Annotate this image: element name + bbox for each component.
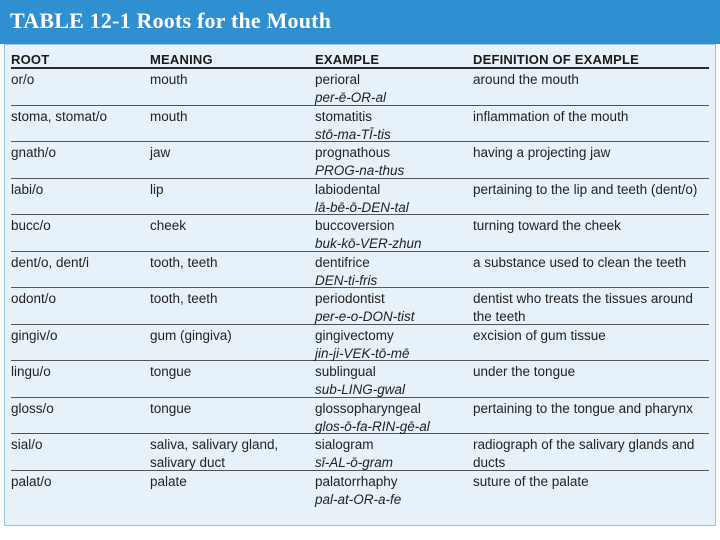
meaning-cell: tooth, teeth bbox=[150, 254, 218, 270]
table-row bbox=[11, 106, 709, 143]
root-cell: odont/o bbox=[11, 291, 57, 306]
title-bar bbox=[0, 0, 720, 44]
table-row bbox=[11, 69, 709, 106]
table-panel bbox=[4, 44, 716, 526]
root-cell: lingu/o bbox=[11, 364, 51, 379]
example-term: perioral bbox=[315, 72, 361, 87]
definition-cell: turning toward the cheek bbox=[473, 218, 621, 233]
table-row bbox=[11, 361, 709, 398]
meaning-cell: tongue bbox=[150, 400, 192, 416]
table-row bbox=[11, 325, 709, 362]
definition-cell: a substance used to clean the teeth bbox=[473, 254, 687, 270]
example-cell bbox=[315, 254, 470, 290]
meaning-cell: jaw bbox=[150, 145, 171, 160]
pronunciation: per-ē-OR-al bbox=[315, 90, 387, 105]
definition-cell: having a projecting jaw bbox=[473, 145, 611, 160]
definition-cell: excision of gum tissue bbox=[473, 327, 606, 343]
definition-cell: radiograph of the salivary glands and ducts bbox=[473, 437, 695, 470]
root-cell: stoma, stomat/o bbox=[11, 108, 108, 124]
definition-cell: pertaining to the tongue and pharynx bbox=[473, 400, 693, 416]
pronunciation: per-e-o-DON-tist bbox=[315, 309, 415, 324]
table-header-row bbox=[11, 51, 709, 69]
root-cell: gingiv/o bbox=[11, 327, 58, 343]
example-term: sublingual bbox=[315, 364, 376, 379]
definition-cell: dentist who treats the tissues around the teeth bbox=[473, 291, 693, 324]
table-row bbox=[11, 434, 709, 471]
example-cell bbox=[315, 436, 470, 472]
table-row bbox=[11, 142, 709, 179]
example-cell bbox=[315, 181, 470, 217]
root-cell: gnath/o bbox=[11, 145, 57, 160]
example-cell bbox=[315, 400, 470, 436]
example-cell bbox=[315, 144, 470, 180]
meaning-cell: mouth bbox=[150, 72, 188, 87]
pronunciation: jin-ji-VEK-tō-mē bbox=[315, 345, 410, 361]
roots-table bbox=[11, 51, 709, 507]
pronunciation: glos-ō-fa-RIN-gē-al bbox=[315, 418, 430, 434]
table-row bbox=[11, 215, 709, 252]
definition-cell: around the mouth bbox=[473, 72, 579, 87]
definition-cell: suture of the palate bbox=[473, 473, 589, 489]
example-cell bbox=[315, 473, 470, 509]
root-cell: bucc/o bbox=[11, 218, 51, 233]
table-row bbox=[11, 179, 709, 216]
definition-cell: under the tongue bbox=[473, 364, 576, 379]
meaning-cell: cheek bbox=[150, 218, 187, 233]
table-row bbox=[11, 288, 709, 325]
meaning-cell: tooth, teeth bbox=[150, 291, 218, 306]
example-cell bbox=[315, 217, 470, 253]
meaning-cell: lip bbox=[150, 181, 164, 197]
meaning-cell: tongue bbox=[150, 364, 192, 379]
pronunciation: sub-LING-gwal bbox=[315, 382, 406, 397]
example-term: dentifrice bbox=[315, 254, 370, 270]
root-cell: sial/o bbox=[11, 437, 43, 452]
pronunciation: pal-at-OR-a-fe bbox=[315, 491, 402, 507]
pronunciation: sī-AL-ō-gram bbox=[315, 455, 394, 470]
bottom-margin bbox=[4, 526, 716, 540]
example-cell bbox=[315, 108, 470, 144]
root-cell: dent/o, dent/i bbox=[11, 254, 90, 270]
example-term: labiodental bbox=[315, 181, 381, 197]
meaning-cell: mouth bbox=[150, 108, 188, 124]
meaning-cell: palate bbox=[150, 473, 187, 489]
header-definition: DEFINITION OF EXAMPLE bbox=[473, 52, 639, 67]
header-example: EXAMPLE bbox=[315, 52, 380, 67]
example-term: sialogram bbox=[315, 437, 374, 452]
root-cell: or/o bbox=[11, 72, 35, 87]
table-row bbox=[11, 252, 709, 289]
table-row bbox=[11, 471, 709, 508]
pronunciation: DEN-ti-fris bbox=[315, 272, 378, 288]
pronunciation: stō-ma-TĪ-tis bbox=[315, 126, 391, 142]
header-meaning: MEANING bbox=[150, 52, 213, 67]
example-term: glossopharyngeal bbox=[315, 400, 421, 416]
root-cell: labi/o bbox=[11, 181, 44, 197]
example-term: prognathous bbox=[315, 145, 391, 160]
example-cell bbox=[315, 363, 470, 399]
root-cell: gloss/o bbox=[11, 400, 54, 416]
example-term: stomatitis bbox=[315, 108, 373, 124]
example-term: buccoversion bbox=[315, 218, 395, 233]
pronunciation: lā-bē-ō-DEN-tal bbox=[315, 199, 409, 215]
table-body bbox=[11, 69, 709, 507]
example-term: palatorrhaphy bbox=[315, 473, 398, 489]
example-term: periodontist bbox=[315, 291, 385, 306]
root-cell: palat/o bbox=[11, 473, 52, 489]
definition-cell: inflammation of the mouth bbox=[473, 108, 629, 124]
pronunciation: PROG-na-thus bbox=[315, 163, 405, 178]
definition-cell: pertaining to the lip and teeth (dent/o) bbox=[473, 181, 698, 197]
example-cell bbox=[315, 327, 470, 363]
example-cell bbox=[315, 71, 470, 107]
example-term: gingivectomy bbox=[315, 327, 394, 343]
meaning-cell: gum (gingiva) bbox=[150, 327, 232, 343]
table-row bbox=[11, 398, 709, 435]
header-root: ROOT bbox=[11, 52, 50, 67]
table-title: TABLE 12-1 Roots for the Mouth bbox=[10, 8, 332, 33]
pronunciation: buk-kō-VER-zhun bbox=[315, 236, 422, 251]
example-cell bbox=[315, 290, 470, 326]
meaning-cell: saliva, salivary gland, salivary duct bbox=[150, 437, 279, 470]
